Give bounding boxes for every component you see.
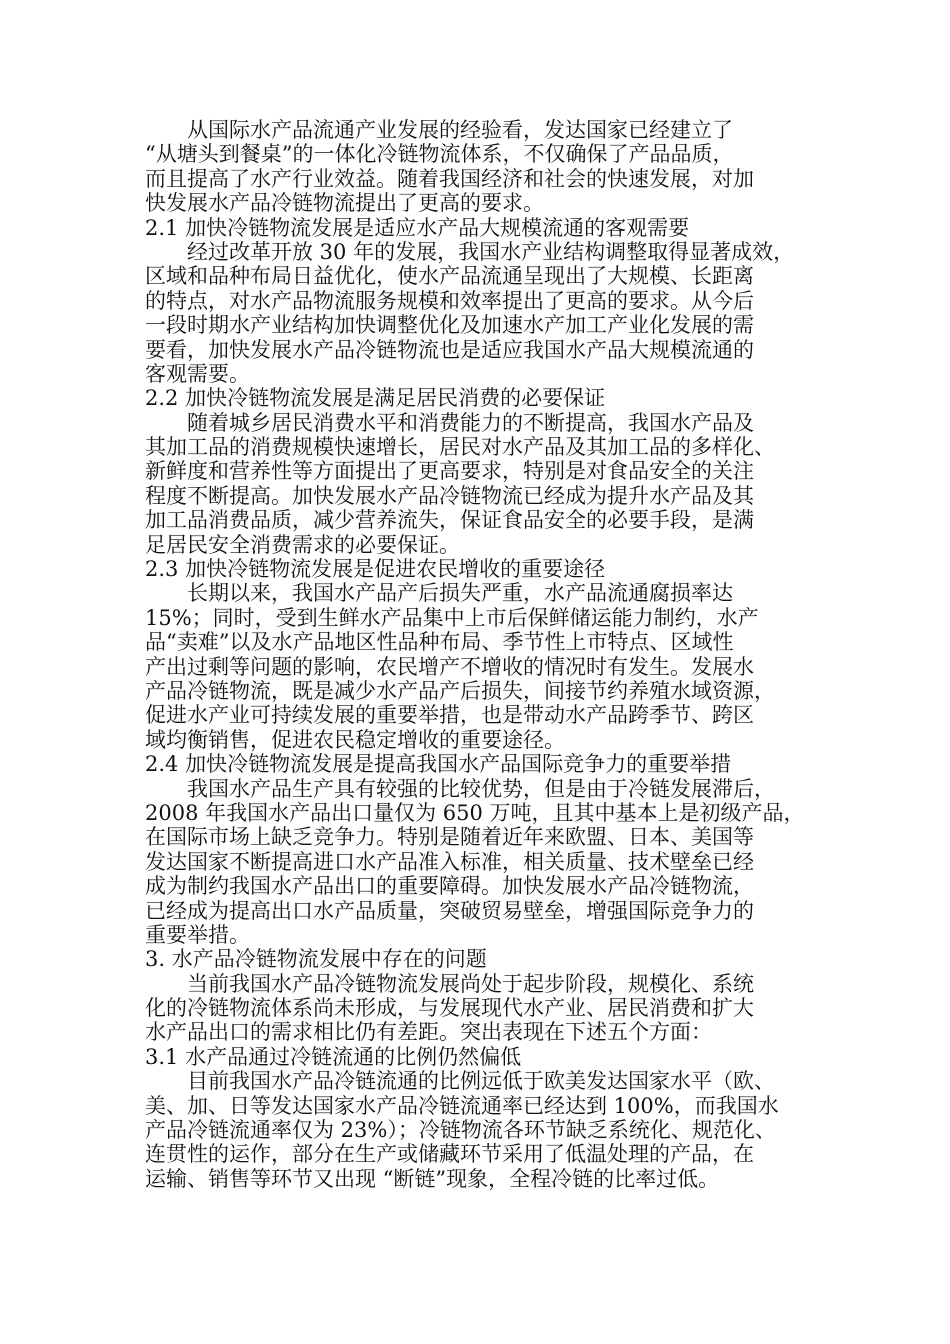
text-line: 发达国家不断提高进口水产品准入标准，相关质量、技术壁垒已经 <box>145 849 754 874</box>
text-line: 2008 年我国水产品出口量仅为 650 万吨，且其中基本上是初级产品， <box>145 800 805 825</box>
text-line: 产出过剩等问题的影响，农民增产不增收的情况时有发生。发展水 <box>145 654 754 679</box>
text-line: 连贯性的运作，部分在生产或储藏环节采用了低温处理的产品，在 <box>145 1142 754 1167</box>
text-line: 15%；同时，受到生鲜水产品集中上市后保鲜储运能力制约，水产 <box>145 605 759 630</box>
text-line: 从国际水产品流通产业发展的经验看，发达国家已经建立了 <box>187 118 733 142</box>
section-heading: 3.1 水产品通过冷链流通的比例仍然偏低 <box>145 1044 522 1069</box>
section-heading: 2.4 加快冷链物流发展是提高我国水产品国际竞争力的重要举措 <box>145 752 732 777</box>
text-line: “从塘头到餐桌”的一体化冷链物流体系，不仅确保了产品品质， <box>145 142 734 167</box>
text-line: 在国际市场上缺乏竞争力。特别是随着近年来欧盟、日本、美国等 <box>145 825 754 850</box>
text-line: 长期以来，我国水产品产后损失严重，水产品流通腐损率达 <box>187 581 733 606</box>
text-line: 运输、销售等环节又出现 “断链”现象，全程冷链的比率过低。 <box>145 1166 720 1191</box>
section-heading: 2.2 加快冷链物流发展是满足居民消费的必要保证 <box>145 386 606 411</box>
paragraph <box>145 1069 835 1191</box>
paragraph <box>145 240 835 386</box>
text-line: 加工品消费品质，减少营养流失，保证食品安全的必要手段，是满 <box>145 508 754 533</box>
text-line: 目前我国水产品冷链流通的比例远低于欧美发达国家水平（欧、 <box>187 1069 775 1094</box>
section-heading: 2.1 加快冷链物流发展是适应水产品大规模流通的客观需要 <box>145 215 690 240</box>
paragraph <box>145 581 835 752</box>
text-line: 促进水产业可持续发展的重要举措，也是带动水产品跨季节、跨区 <box>145 703 754 728</box>
text-line: 而且提高了水产行业效益。随着我国经济和社会的快速发展，对加 <box>145 166 754 191</box>
paragraph <box>145 118 835 216</box>
text-line: 随着城乡居民消费水平和消费能力的不断提高，我国水产品及 <box>187 410 754 435</box>
text-line: 其加工品的消费规模快速增长，居民对水产品及其加工品的多样化、 <box>145 435 775 460</box>
text-line: 的特点，对水产品物流服务规模和效率提出了更高的要求。从今后 <box>145 288 754 313</box>
text-line: 化的冷链物流体系尚未形成，与发展现代水产业、居民消费和扩大 <box>145 996 754 1021</box>
paragraph <box>145 777 835 948</box>
document-page <box>145 118 835 1191</box>
paragraph <box>145 411 835 557</box>
text-line: 程度不断提高。加快发展水产品冷链物流已经成为提升水产品及其 <box>145 483 754 508</box>
text-line: 经过改革开放 30 年的发展，我国水产业结构调整取得显著成效， <box>187 239 795 264</box>
paragraph <box>145 972 835 1045</box>
text-line: 新鲜度和营养性等方面提出了更高要求，特别是对食品安全的关注 <box>145 459 754 484</box>
text-line: 重要举措。 <box>145 922 250 947</box>
text-line: 美、加、日等发达国家水产品冷链流通率已经达到 100%，而我国水 <box>145 1093 779 1118</box>
text-line: 我国水产品生产具有较强的比较优势，但是由于冷链发展滞后， <box>187 776 775 801</box>
text-line: 产品冷链流通率仅为 23%）；冷链物流各环节缺乏系统化、规范化、 <box>145 1118 776 1143</box>
text-line: 已经成为提高出口水产品质量，突破贸易壁垒，增强国际竞争力的 <box>145 898 754 923</box>
text-line: 足居民安全消费需求的必要保证。 <box>145 532 460 557</box>
text-line: 水产品出口的需求相比仍有差距。突出表现在下述五个方面： <box>145 1020 712 1045</box>
text-line: 当前我国水产品冷链物流发展尚处于起步阶段，规模化、系统 <box>187 971 754 996</box>
section-heading: 3. 水产品冷链物流发展中存在的问题 <box>145 947 487 972</box>
text-line: 区域和品种布局日益优化，使水产品流通呈现出了大规模、长距离 <box>145 264 754 289</box>
text-line: 产品冷链物流，既是减少水产品产后损失，间接节约养殖水域资源， <box>145 678 775 703</box>
text-line: 域均衡销售，促进农民稳定增收的重要途径。 <box>145 727 565 752</box>
text-line: 成为制约我国水产品出口的重要障碍。加快发展水产品冷链物流， <box>145 874 754 899</box>
text-line: 快发展水产品冷链物流提出了更高的要求。 <box>145 191 544 216</box>
text-line: 客观需要。 <box>145 361 250 386</box>
text-line: 品“卖难”以及水产品地区性品种布局、季节性上市特点、区域性 <box>145 630 734 655</box>
text-line: 要看，加快发展水产品冷链物流也是适应我国水产品大规模流通的 <box>145 337 754 362</box>
text-line: 一段时期水产业结构加快调整优化及加速水产加工产业化发展的需 <box>145 313 754 338</box>
section-heading: 2.3 加快冷链物流发展是促进农民增收的重要途径 <box>145 557 606 582</box>
